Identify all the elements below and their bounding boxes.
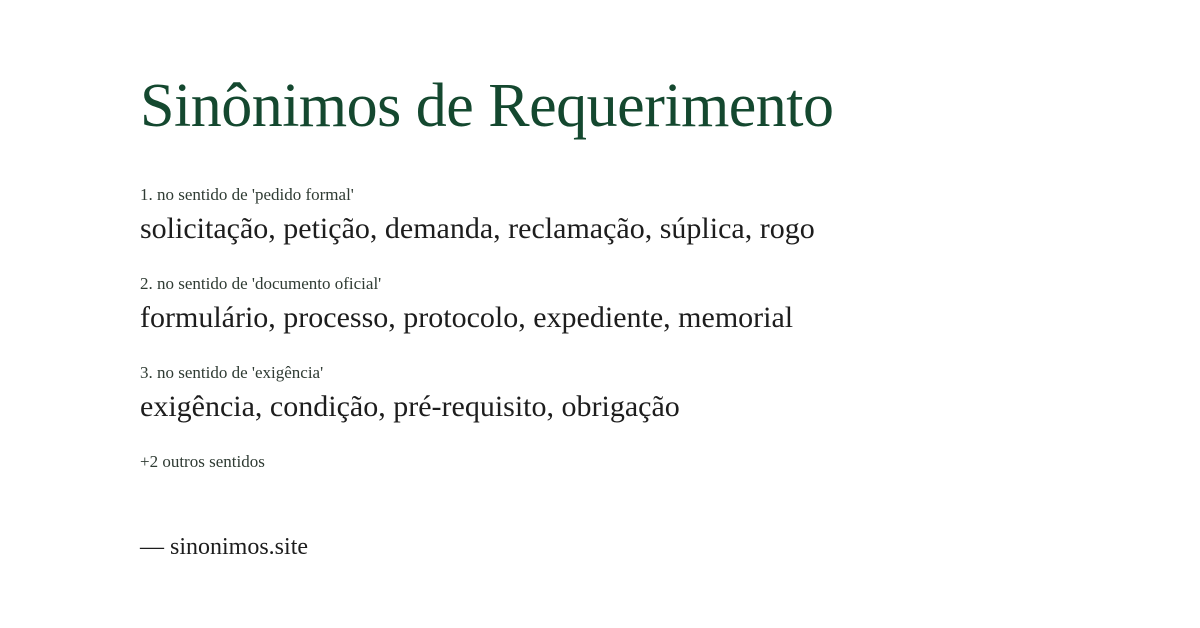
senses-list xyxy=(140,185,1100,425)
sense-synonyms: exigência, condição, pré-requisito, obrigação xyxy=(140,389,680,423)
sense-synonyms: solicitação, petição, demanda, reclamação, súplica, rogo xyxy=(140,211,815,245)
sense-block xyxy=(140,185,1100,247)
sense-label: 3. no sentido de 'exigência' xyxy=(140,363,324,383)
page-title: Sinônimos de Requerimento xyxy=(140,72,834,140)
sense-label: 2. no sentido de 'documento oficial' xyxy=(140,274,382,294)
sense-label: 1. no sentido de 'pedido formal' xyxy=(140,185,354,205)
sense-block xyxy=(140,274,1100,336)
sense-synonyms: formulário, processo, protocolo, expediente, memorial xyxy=(140,300,794,334)
sense-block xyxy=(140,363,1100,425)
site-attribution: — sinonimos.site xyxy=(140,534,309,561)
more-senses-note: +2 outros sentidos xyxy=(140,452,265,472)
